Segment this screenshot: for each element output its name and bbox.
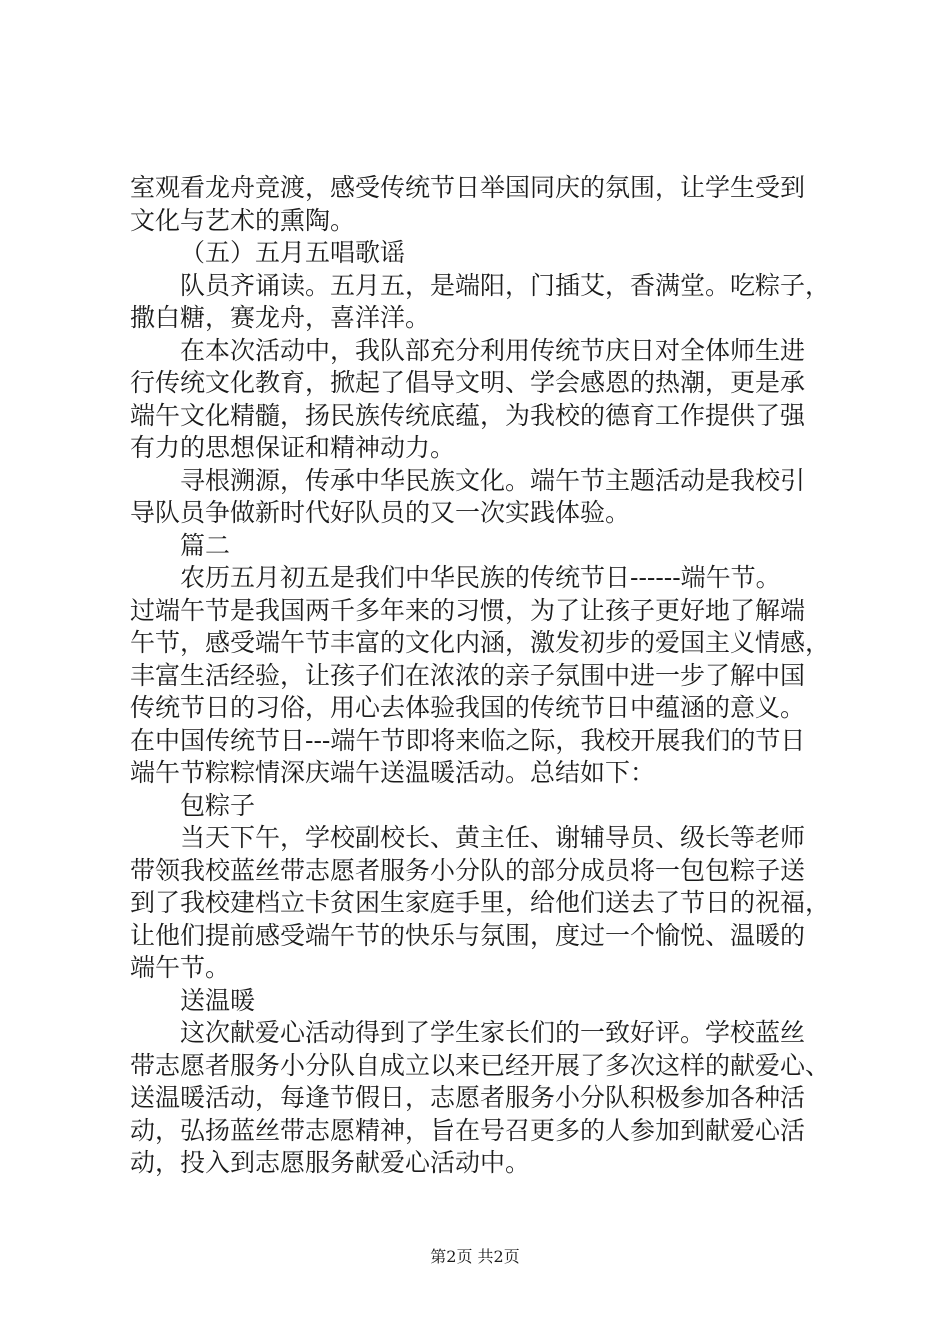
text-line: 动，投入到志愿服务献爱心活动中。 xyxy=(130,1148,531,1177)
text-line: 带志愿者服务小分队自成立以来已经开展了多次这样的献爱心、 xyxy=(130,1050,831,1080)
text-line: 当天下午，学校副校长、黄主任、谢辅导员、级长等老师 xyxy=(180,823,806,852)
document-body xyxy=(130,172,860,1180)
text-line: 午节，感受端午节丰富的文化内涵，激发初步的爱国主义情感， xyxy=(130,628,831,657)
text-line: 送温暖 xyxy=(180,985,256,1015)
text-line: 端午节粽粽情深庆端午送温暖活动。总结如下： xyxy=(130,758,656,787)
text-line: 文化与艺术的熏陶。 xyxy=(130,205,356,235)
text-line: 让他们提前感受端午节的快乐与氛围，度过一个愉悦、温暖的 xyxy=(130,920,806,950)
text-line: 带领我校蓝丝带志愿者服务小分队的部分成员将一包包粽子送 xyxy=(130,855,806,885)
text-line: （五）五月五唱歌谣 xyxy=(180,238,406,267)
text-line: 行传统文化教育，掀起了倡导文明、学会感恩的热潮，更是承 xyxy=(130,368,806,397)
text-line: 动，弘扬蓝丝带志愿精神，旨在号召更多的人参加到献爱心活 xyxy=(130,1115,806,1145)
text-line: 寻根溯源，传承中华民族文化。端午节主题活动是我校引 xyxy=(180,465,806,495)
text-line: 导队员争做新时代好队员的又一次实践体验。 xyxy=(130,498,631,527)
text-line: 在中国传统节日---端午节即将来临之际，我校开展我们的节日 xyxy=(130,725,806,755)
text-line: 包粽子 xyxy=(180,790,256,820)
text-line: 送温暖活动，每逢节假日，志愿者服务小分队积极参加各种活 xyxy=(130,1083,806,1112)
text-line: 在本次活动中，我队部充分利用传统节庆日对全体师生进 xyxy=(180,335,806,365)
text-line: 过端午节是我国两千多年来的习惯，为了让孩子更好地了解端 xyxy=(130,595,806,625)
text-line: 到了我校建档立卡贫困生家庭手里，给他们送去了节日的祝福， xyxy=(130,888,831,917)
text-line: 队员齐诵读。五月五，是端阳，门插艾，香满堂。吃粽子， xyxy=(180,270,831,300)
text-line: 丰富生活经验，让孩子们在浓浓的亲子氛围中进一步了解中国 xyxy=(130,660,806,690)
text-line: 传统节日的习俗，用心去体验我国的传统节日中蕴涵的意义。 xyxy=(130,693,806,722)
text-line: 农历五月初五是我们中华民族的传统节日------端午节。 xyxy=(180,563,781,592)
text-line: 这次献爱心活动得到了学生家长们的一致好评。学校蓝丝 xyxy=(180,1018,806,1047)
text-line: 室观看龙舟竞渡，感受传统节日举国同庆的氛围，让学生受到 xyxy=(130,173,806,202)
text-line: 端午文化精髓，扬民族传统底蕴，为我校的德育工作提供了强 xyxy=(130,400,806,430)
text-line: 有力的思想保证和精神动力。 xyxy=(130,433,456,462)
text-line: 撒白糖，赛龙舟，喜洋洋。 xyxy=(130,303,431,332)
text-line: 端午节。 xyxy=(130,953,231,982)
page-footer: 第2页 共2页 xyxy=(430,1247,520,1266)
text-line: 篇二 xyxy=(180,530,231,560)
